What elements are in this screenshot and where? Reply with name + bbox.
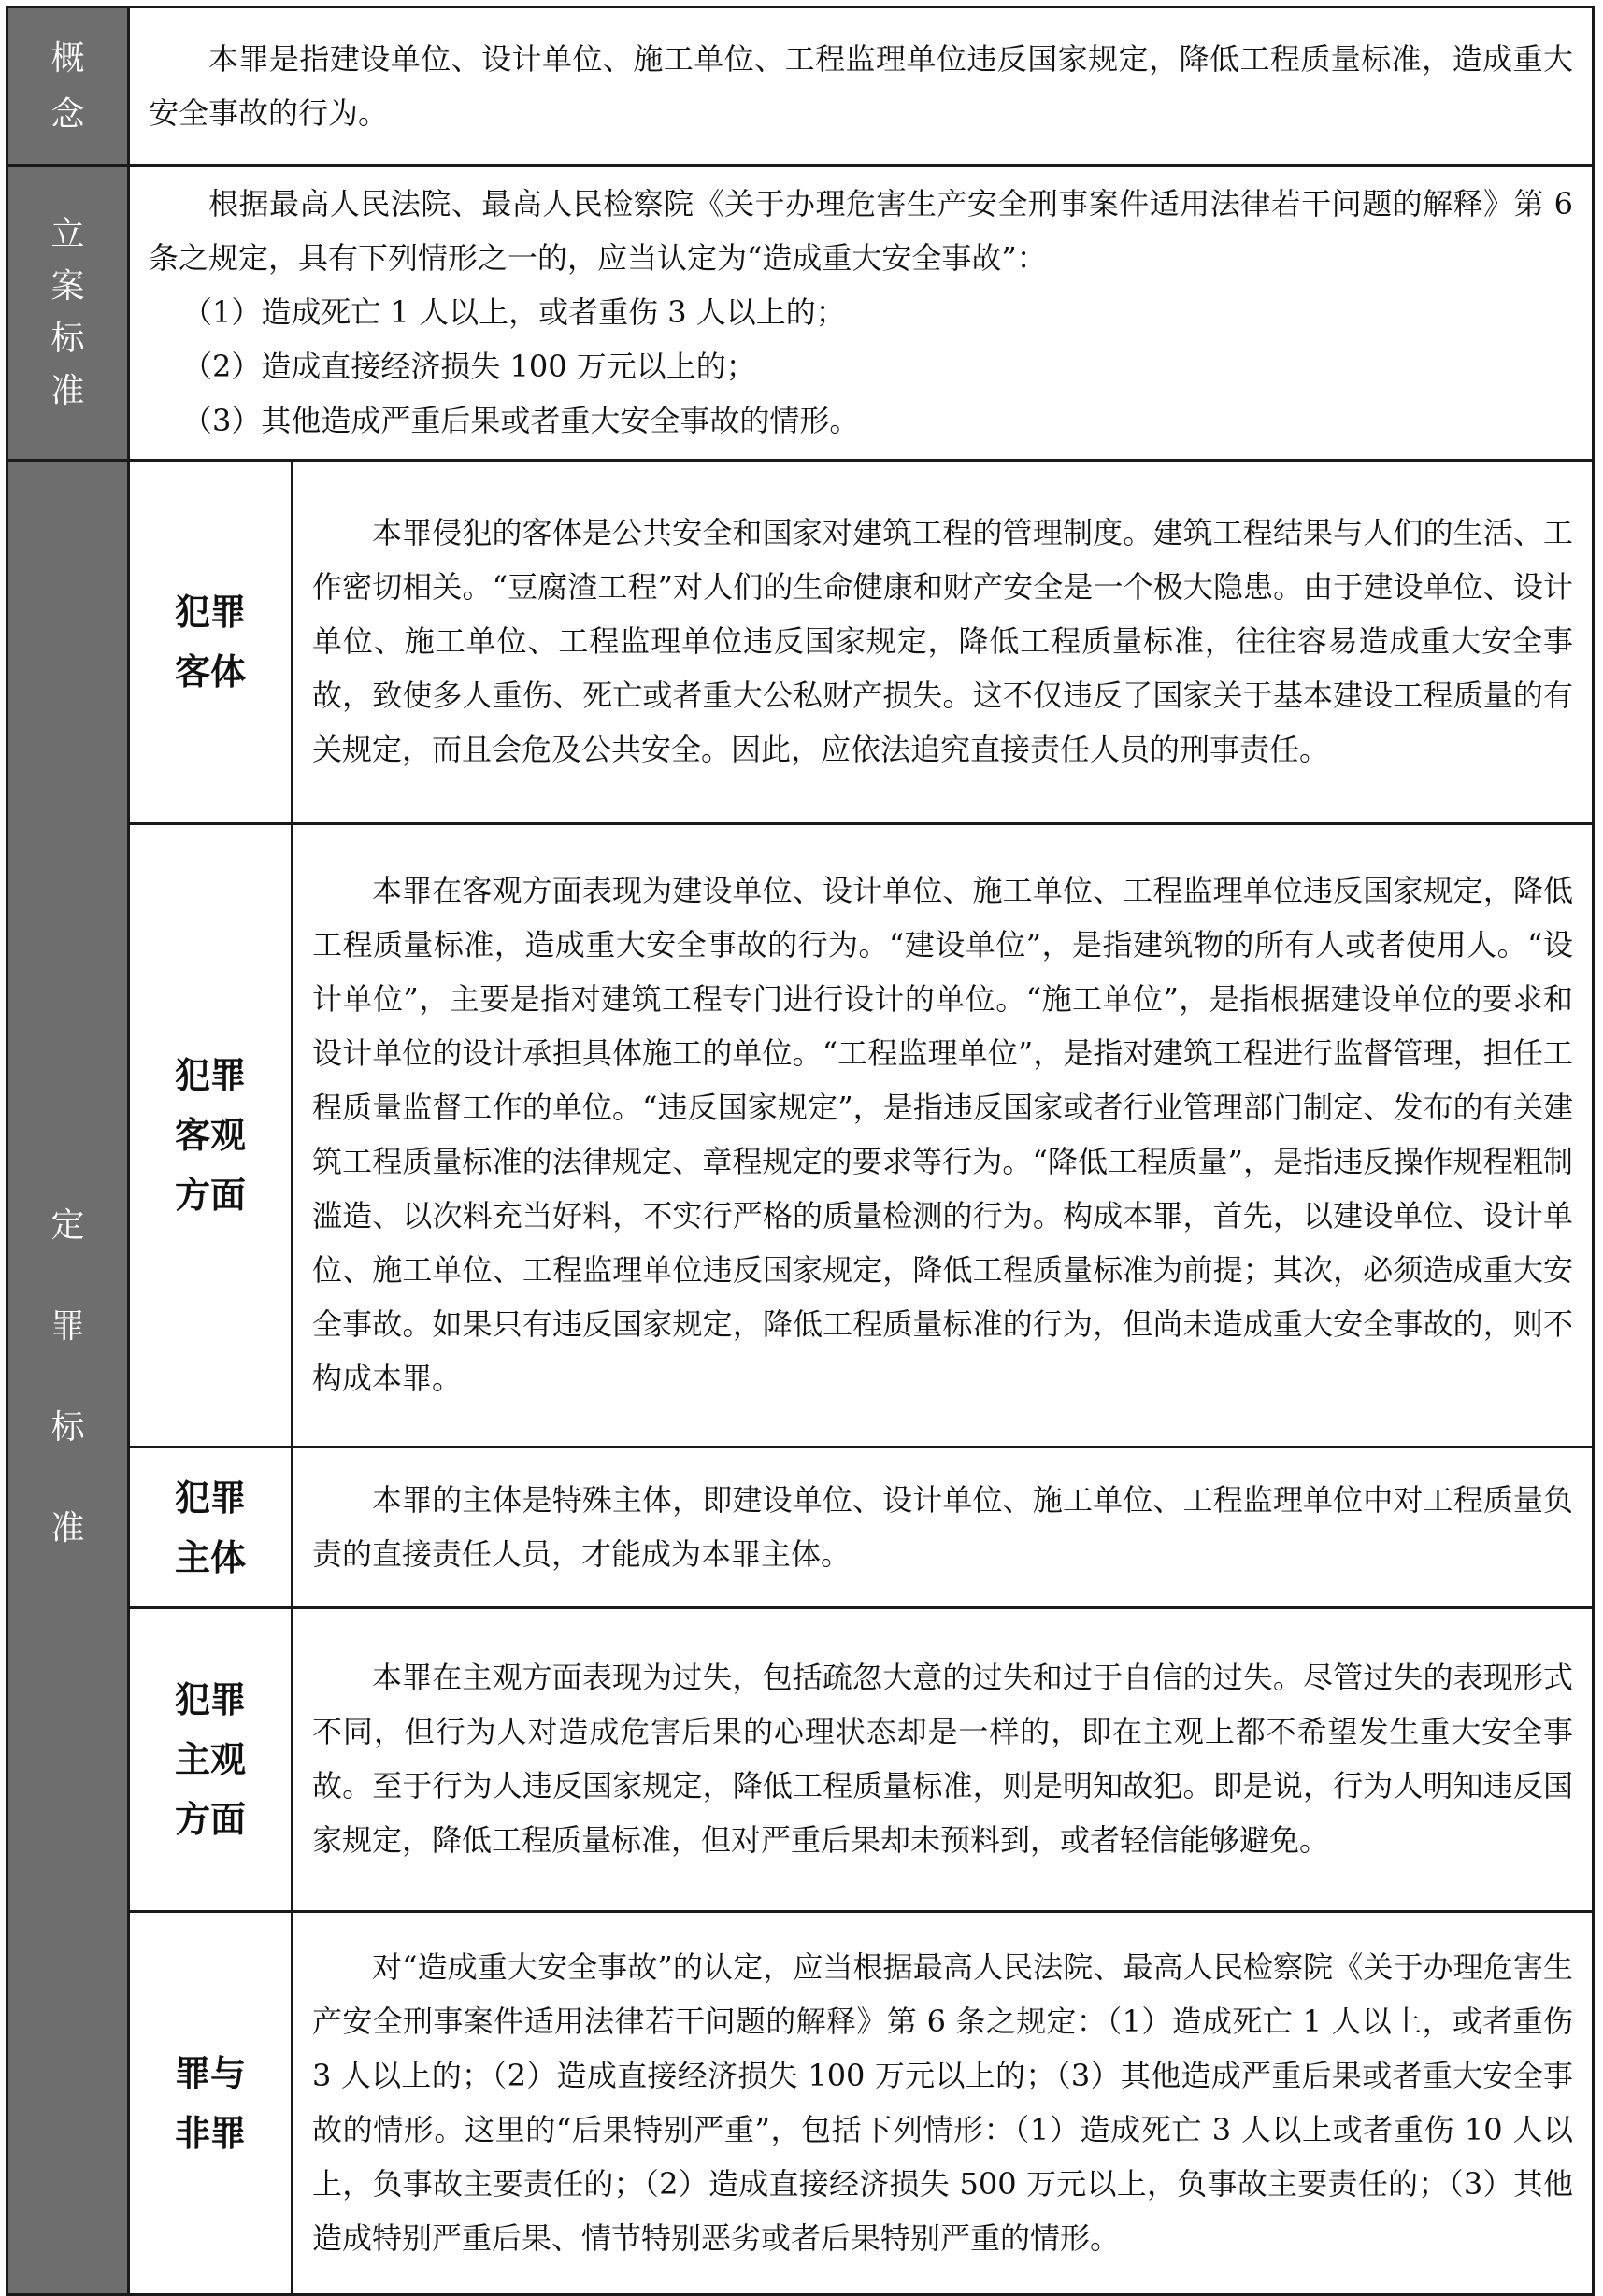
crime-object-label-cell (129, 461, 293, 824)
crime-vs-noncrime-label: 罪与非罪 (174, 2052, 246, 2154)
concept-label-cell (7, 7, 129, 166)
subjective-aspect-label-cell (129, 1608, 293, 1912)
crime-object-row (7, 461, 1594, 824)
objective-aspect-row (7, 824, 1594, 1447)
subjective-aspect-content (293, 1608, 1594, 1912)
legal-standards-table (6, 6, 1595, 2296)
crime-vs-noncrime-text: 对“造成重大安全事故”的认定，应当根据最高人民法院、最高人民检察院《关于办理危害生产安全刑事案件适用法律若干问题的解释》第 6 条之规定：（1）造成死亡 1 人以上，或者重伤 3 人以上的；（2）造成直接经济损失 100 万元以上的；（3）其他造成严重后果或者重大安全事故的情形。这里的“后果特别严重”，包括下列情形：（1）造成死亡 3 人以上或者重伤 10 人以上，负事故主要责任的；（2）造成直接经济损失 500 万元以上，负事故主要责任的；（3）其他造成特别严重后果、情节特别恶劣或者后果特别严重的情形。 (312, 1948, 1573, 2256)
crime-subject-content (293, 1447, 1594, 1608)
conviction-standard-label: 定罪标准 (50, 1206, 85, 1547)
filing-standard-item-3: （3）其他造成严重后果或者重大安全事故的情形。 (182, 403, 860, 438)
concept-text: 本罪是指建设单位、设计单位、施工单位、工程监理单位违反国家规定，降低工程质量标准，造成重大安全事故的行为。 (149, 40, 1573, 131)
concept-content (129, 7, 1594, 166)
crime-object-text: 本罪侵犯的客体是公共安全和国家对建筑工程的管理制度。建筑工程结果与人们的生活、工作密切相关。“豆腐渣工程”对人们的生命健康和财产安全是一个极大隐患。由于建设单位、设计单位、施工单位、工程监理单位违反国家规定，降低工程质量标准，往往容易造成重大安全事故，致使多人重伤、死亡或者重大公私财产损失。这不仅违反了国家关于基本建设工程质量的有关规定，而且会危及公共安全。因此，应依法追究直接责任人员的刑事责任。 (312, 515, 1573, 767)
filing-standard-intro: 根据最高人民法院、最高人民检察院《关于办理危害生产安全刑事案件适用法律若干问题的解释》第 6 条之规定，具有下列情形之一的，应当认定为“造成重大安全事故”： (149, 186, 1573, 276)
filing-standard-item-2: （2）造成直接经济损失 100 万元以上的； (182, 349, 756, 384)
subjective-aspect-row (7, 1608, 1594, 1912)
objective-aspect-label: 犯罪客观方面 (174, 1055, 246, 1216)
subjective-aspect-label: 犯罪主观方面 (174, 1679, 246, 1840)
objective-aspect-text: 本罪在客观方面表现为建设单位、设计单位、施工单位、工程监理单位违反国家规定，降低工程质量标准，造成重大安全事故的行为。“建设单位”，是指建筑物的所有人或者使用人。“设计单位”，主要是指对建筑工程专门进行设计的单位。“施工单位”，是指根据建设单位的要求和设计单位的设计承担具体施工的单位。“工程监理单位”，是指对建筑工程进行监督管理，担任工程质量监督工作的单位。“违反国家规定”，是指违反国家或者行业管理部门制定、发布的有关建筑工程质量标准的法律规定、章程规定的要求等行为。“降低工程质量”，是指违反操作规程粗制滥造、以次料充当好料，不实行严格的质量检测的行为。构成本罪，首先，以建设单位、设计单位、施工单位、工程监理单位违反国家规定，降低工程质量标准为前提；其次，必须造成重大安全事故。如果只有违反国家规定，降低工程质量标准的行为，但尚未造成重大安全事故的，则不构成本罪。 (312, 873, 1573, 1396)
crime-vs-noncrime-row (7, 1912, 1594, 2295)
concept-label: 概念 (50, 38, 85, 134)
crime-subject-label: 犯罪主体 (174, 1476, 246, 1578)
concept-row (7, 7, 1594, 166)
crime-object-content (293, 461, 1594, 824)
crime-subject-label-cell (129, 1447, 293, 1608)
filing-standard-label: 立案标准 (50, 215, 85, 410)
objective-aspect-label-cell (129, 824, 293, 1447)
crime-subject-text: 本罪的主体是特殊主体，即建设单位、设计单位、施工单位、工程监理单位中对工程质量负责的直接责任人员，才能成为本罪主体。 (312, 1481, 1573, 1572)
objective-aspect-content (293, 824, 1594, 1447)
filing-standard-label-cell (7, 166, 129, 461)
filing-standard-content (129, 166, 1594, 461)
conviction-standard-label-cell (7, 461, 129, 2295)
filing-standard-row (7, 166, 1594, 461)
subjective-aspect-text: 本罪在主观方面表现为过失，包括疏忽大意的过失和过于自信的过失。尽管过失的表现形式不同，但行为人对造成危害后果的心理状态却是一样的，即在主观上都不希望发生重大安全事故。至于行为人违反国家规定，降低工程质量标准，则是明知故犯。即是说，行为人明知违反国家规定，降低工程质量标准，但对严重后果却未预料到，或者轻信能够避免。 (312, 1660, 1573, 1858)
crime-subject-row (7, 1447, 1594, 1608)
crime-vs-noncrime-label-cell (129, 1912, 293, 2295)
crime-vs-noncrime-content (293, 1912, 1594, 2295)
filing-standard-item-1: （1）造成死亡 1 人以上，或者重伤 3 人以上的； (182, 294, 846, 330)
crime-object-label: 犯罪客体 (174, 592, 246, 692)
